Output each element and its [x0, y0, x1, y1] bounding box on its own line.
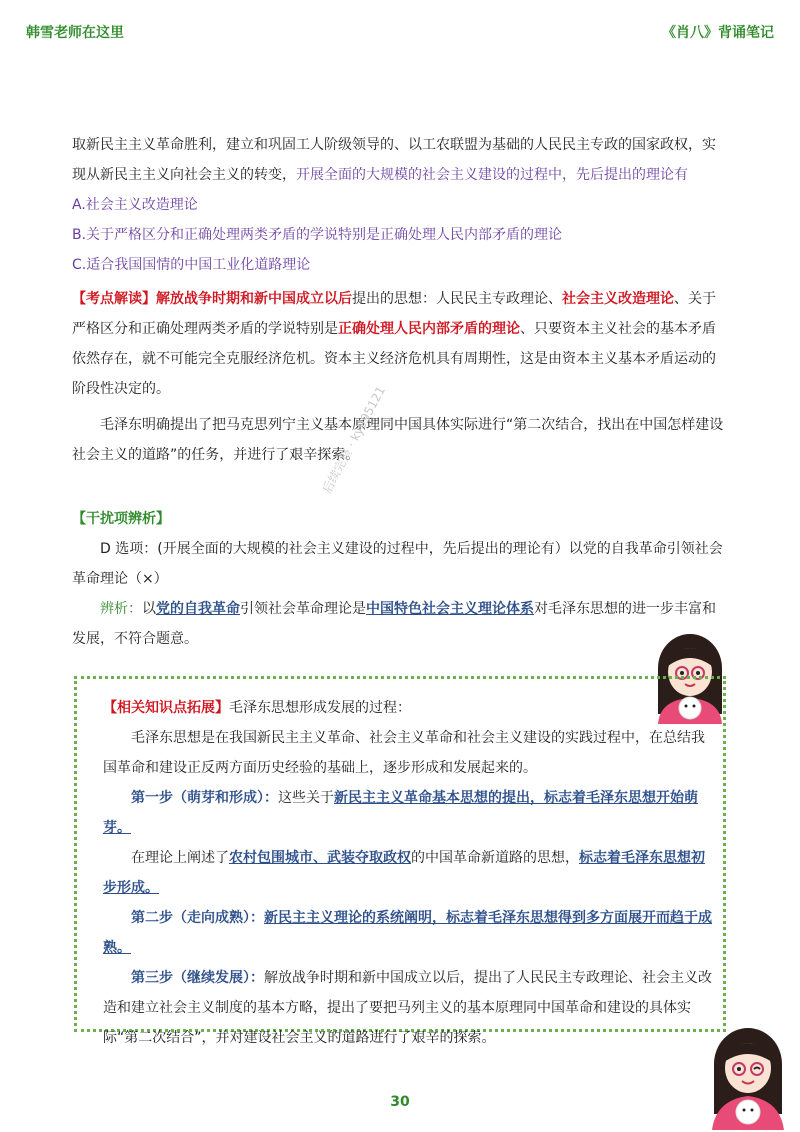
analysis-text-2: 引领社会革命理论是: [240, 601, 366, 617]
step-1-highlight-3: 标志着毛泽东思想初步形成。: [103, 850, 705, 896]
step-1-continued: [103, 843, 715, 903]
step-3-label: 第三步（继续发展）：: [131, 970, 264, 986]
page-number: 30: [390, 1094, 410, 1110]
option-c: C.适合我国国情的中国工业化道路理论: [72, 257, 311, 273]
header-book-title: 《肖八》背诵笔记: [662, 25, 774, 41]
key-point-highlight-1: 社会主义改造理论: [562, 291, 674, 307]
step-2-text: 新民主主义理论的系统阐明，标志着毛泽东思想得到多方面展开而趋于成熟。: [103, 910, 712, 956]
option-b: B.关于严格区分和正确处理两类矛盾的学说特别是正确处理人民内部矛盾的理论: [72, 227, 563, 243]
step-1: [103, 783, 715, 843]
analysis-text-1: 以: [142, 601, 156, 617]
step-3: [103, 963, 715, 1053]
step-1-text-c: 在理论上阐述了: [131, 850, 229, 866]
step-1-text-e: 的中国革命新道路的思想，: [411, 850, 579, 866]
distractor-d-option: D 选项：(开展全面的大规模的社会主义建设的过程中，先后提出的理论有）以党的自我革命引领社会革命理论（×）: [72, 541, 723, 587]
question-line-1: 取新民主主义革命胜利，建立和巩固工人阶级领导的、以工农联盟为基础的人民民主专政的国家政权，实: [72, 137, 716, 153]
key-point-tag: 【考点解读】: [72, 291, 156, 307]
extension-tag: 【相关知识点拓展】: [103, 700, 229, 716]
analysis-label: 辨析：: [100, 601, 142, 617]
extension-intro: 毛泽东思想是在我国新民主主义革命、社会主义革命和社会主义建设的实践过程中，在总结我国革命和建设正反两方面历史经验的基础上，逐步形成和发展起来的。: [103, 730, 705, 776]
knowledge-extension-box: [74, 676, 726, 1046]
question-line-2: [72, 160, 728, 190]
step-1-highlight-2: 农村包围城市、武装夺取政权: [229, 850, 411, 866]
step-2: [103, 903, 715, 963]
key-point-section: [72, 284, 728, 470]
step-1-highlight-1: 新民主主义革命基本思想的提出，标志着毛泽东思想开始萌芽。: [103, 790, 698, 836]
analysis-text-3: 对毛泽东思想的进一步丰富和发展，不符合题意。: [72, 601, 716, 647]
step-2-label: 第二步（走向成熟）：: [131, 910, 264, 926]
analysis-highlight-1: 党的自我革命: [156, 601, 240, 617]
distractor-tag: 【干扰项辨析】: [72, 511, 170, 527]
key-point-text-3: 、只要资本主义社会的基本矛盾依然存在，就不可能完全克服经济危机。资本主义经济危机具有周期性，这是由资本主义基本矛盾运动的阶段性决定的。: [72, 321, 716, 397]
distractor-analysis: [72, 594, 728, 654]
watermark: 后续完整 · ky995121: [319, 383, 388, 496]
step-1-text-a: 这些关于: [278, 790, 334, 806]
key-point-para: [72, 284, 728, 404]
distractor-section: [72, 504, 728, 654]
step-3-text: 解放战争时期和新中国成立以后，提出了人民民主专政理论、社会主义改造和建立社会主义制度的基本方略，提出了要把马列主义的基本原理同中国革命和建设的具体实际“第二次结合”，并对建设社会主义的道路进行了艰辛的探索。: [103, 970, 712, 1046]
header-author: 韩雪老师在这里: [26, 25, 124, 41]
extension-heading: [103, 693, 715, 723]
question-stem: [72, 130, 728, 280]
question-line-2-highlight: 开展全面的大规模的社会主义建设的过程中，先后提出的理论有: [296, 167, 688, 183]
key-point-text-2: 、关于严格区分和正确处理两类矛盾的学说特别是: [72, 291, 716, 337]
key-point-para-2: 毛泽东明确提出了把马克思列宁主义基本原理同中国具体实际进行“第二次结合，找出在中国怎样建设社会主义的道路”的任务，并进行了艰辛探索。: [72, 417, 724, 463]
key-point-highlight-2: 正确处理人民内部矛盾的理论: [338, 321, 520, 337]
cartoon-teacher-corner-icon: [704, 1020, 792, 1130]
step-1-label: 第一步（萌芽和形成）：: [131, 790, 278, 806]
key-point-period: 解放战争时期和新中国成立以后: [156, 291, 352, 307]
option-a: A.社会主义改造理论: [72, 197, 198, 213]
extension-title: 毛泽东思想形成发展的过程：: [229, 700, 411, 716]
question-line-2-plain: 现从新民主主义向社会主义的转变，: [72, 167, 296, 183]
key-point-text-1: 提出的思想：人民民主专政理论、: [352, 291, 562, 307]
analysis-highlight-2: 中国特色社会主义理论体系: [366, 601, 534, 617]
